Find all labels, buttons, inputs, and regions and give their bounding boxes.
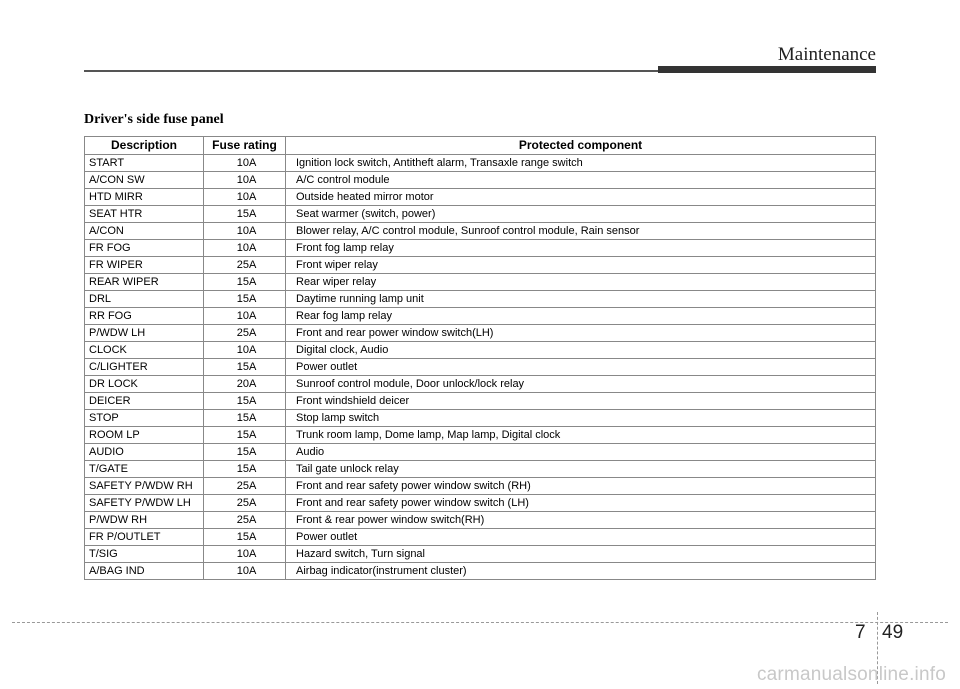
cell-fuse-rating: 25A: [204, 512, 286, 529]
cell-description: FR WIPER: [85, 257, 204, 274]
section-title: Maintenance: [777, 44, 876, 65]
table-row: [85, 206, 876, 223]
cell-protected-component: Front and rear safety power window switch (LH): [286, 495, 876, 512]
table-body: [85, 155, 876, 580]
cell-description: STOP: [85, 410, 204, 427]
cell-description: DEICER: [85, 393, 204, 410]
cell-fuse-rating: 10A: [204, 342, 286, 359]
cell-description: A/BAG IND: [85, 563, 204, 580]
cell-description: FR FOG: [85, 240, 204, 257]
table-row: [85, 563, 876, 580]
cell-description: C/LIGHTER: [85, 359, 204, 376]
table-row: [85, 478, 876, 495]
cell-fuse-rating: 25A: [204, 495, 286, 512]
table-row: [85, 325, 876, 342]
table-row: [85, 546, 876, 563]
cell-fuse-rating: 15A: [204, 410, 286, 427]
cell-protected-component: Stop lamp switch: [286, 410, 876, 427]
table-row: [85, 393, 876, 410]
chapter-number: 7: [855, 622, 866, 643]
cell-protected-component: Hazard switch, Turn signal: [286, 546, 876, 563]
cell-protected-component: Tail gate unlock relay: [286, 461, 876, 478]
cell-fuse-rating: 10A: [204, 189, 286, 206]
table-row: [85, 410, 876, 427]
page-number: 49: [882, 622, 904, 643]
cell-protected-component: Front wiper relay: [286, 257, 876, 274]
header-rule-accent: [658, 66, 876, 73]
table-row: [85, 274, 876, 291]
cell-protected-component: Seat warmer (switch, power): [286, 206, 876, 223]
table-row: [85, 444, 876, 461]
table-row: [85, 308, 876, 325]
cell-protected-component: Outside heated mirror motor: [286, 189, 876, 206]
cell-fuse-rating: 10A: [204, 155, 286, 172]
footer-divider: [12, 622, 948, 623]
cell-protected-component: Digital clock, Audio: [286, 342, 876, 359]
cell-description: RR FOG: [85, 308, 204, 325]
cell-fuse-rating: 15A: [204, 274, 286, 291]
col-protected-component: Protected component: [286, 137, 876, 155]
cell-description: REAR WIPER: [85, 274, 204, 291]
cell-protected-component: Rear fog lamp relay: [286, 308, 876, 325]
cell-description: P/WDW RH: [85, 512, 204, 529]
cell-description: DRL: [85, 291, 204, 308]
cell-fuse-rating: 15A: [204, 444, 286, 461]
cell-protected-component: Audio: [286, 444, 876, 461]
cell-description: A/CON: [85, 223, 204, 240]
cell-protected-component: Front windshield deicer: [286, 393, 876, 410]
cell-protected-component: Front fog lamp relay: [286, 240, 876, 257]
cell-fuse-rating: 15A: [204, 393, 286, 410]
table-header: [85, 137, 876, 155]
cell-fuse-rating: 10A: [204, 223, 286, 240]
table-row: [85, 155, 876, 172]
cell-protected-component: Airbag indicator(instrument cluster): [286, 563, 876, 580]
cell-description: T/GATE: [85, 461, 204, 478]
table-row: [85, 427, 876, 444]
cell-fuse-rating: 10A: [204, 546, 286, 563]
table-row: [85, 223, 876, 240]
cell-description: DR LOCK: [85, 376, 204, 393]
cell-protected-component: Front and rear power window switch(LH): [286, 325, 876, 342]
cell-fuse-rating: 10A: [204, 240, 286, 257]
cell-fuse-rating: 10A: [204, 172, 286, 189]
cell-description: ROOM LP: [85, 427, 204, 444]
cell-description: CLOCK: [85, 342, 204, 359]
table-row: [85, 257, 876, 274]
table-row: [85, 461, 876, 478]
table-row: [85, 342, 876, 359]
cell-fuse-rating: 10A: [204, 308, 286, 325]
cell-protected-component: Trunk room lamp, Dome lamp, Map lamp, Digital clock: [286, 427, 876, 444]
cell-protected-component: Rear wiper relay: [286, 274, 876, 291]
cell-fuse-rating: 25A: [204, 478, 286, 495]
cell-description: SAFETY P/WDW LH: [85, 495, 204, 512]
cell-description: SAFETY P/WDW RH: [85, 478, 204, 495]
cell-fuse-rating: 25A: [204, 257, 286, 274]
cell-fuse-rating: 20A: [204, 376, 286, 393]
cell-description: SEAT HTR: [85, 206, 204, 223]
cell-description: AUDIO: [85, 444, 204, 461]
cell-fuse-rating: 25A: [204, 325, 286, 342]
cell-fuse-rating: 15A: [204, 359, 286, 376]
cell-protected-component: Ignition lock switch, Antitheft alarm, Transaxle range switch: [286, 155, 876, 172]
table-row: [85, 495, 876, 512]
table-row: [85, 359, 876, 376]
cell-description: START: [85, 155, 204, 172]
cell-fuse-rating: 15A: [204, 461, 286, 478]
table-row: [85, 189, 876, 206]
cell-protected-component: Blower relay, A/C control module, Sunroof control module, Rain sensor: [286, 223, 876, 240]
cell-fuse-rating: 10A: [204, 563, 286, 580]
cell-fuse-rating: 15A: [204, 206, 286, 223]
cell-description: A/CON SW: [85, 172, 204, 189]
panel-title: Driver's side fuse panel: [84, 112, 224, 127]
cell-protected-component: Front & rear power window switch(RH): [286, 512, 876, 529]
table-row: [85, 529, 876, 546]
table-row: [85, 512, 876, 529]
cell-protected-component: A/C control module: [286, 172, 876, 189]
cell-protected-component: Power outlet: [286, 359, 876, 376]
cell-description: T/SIG: [85, 546, 204, 563]
cell-description: P/WDW LH: [85, 325, 204, 342]
table-row: [85, 291, 876, 308]
cell-description: FR P/OUTLET: [85, 529, 204, 546]
watermark: carmanualsonline.info: [756, 664, 946, 685]
cell-protected-component: Daytime running lamp unit: [286, 291, 876, 308]
table-row: [85, 172, 876, 189]
cell-protected-component: Sunroof control module, Door unlock/lock relay: [286, 376, 876, 393]
fuse-table: [84, 136, 876, 580]
cell-fuse-rating: 15A: [204, 427, 286, 444]
col-fuse-rating: Fuse rating: [204, 137, 286, 155]
cell-description: HTD MIRR: [85, 189, 204, 206]
header-rule: [84, 70, 660, 72]
col-description: Description: [85, 137, 204, 155]
cell-protected-component: Front and rear safety power window switch (RH): [286, 478, 876, 495]
cell-protected-component: Power outlet: [286, 529, 876, 546]
cell-fuse-rating: 15A: [204, 291, 286, 308]
cell-fuse-rating: 15A: [204, 529, 286, 546]
table-row: [85, 376, 876, 393]
table-row: [85, 240, 876, 257]
